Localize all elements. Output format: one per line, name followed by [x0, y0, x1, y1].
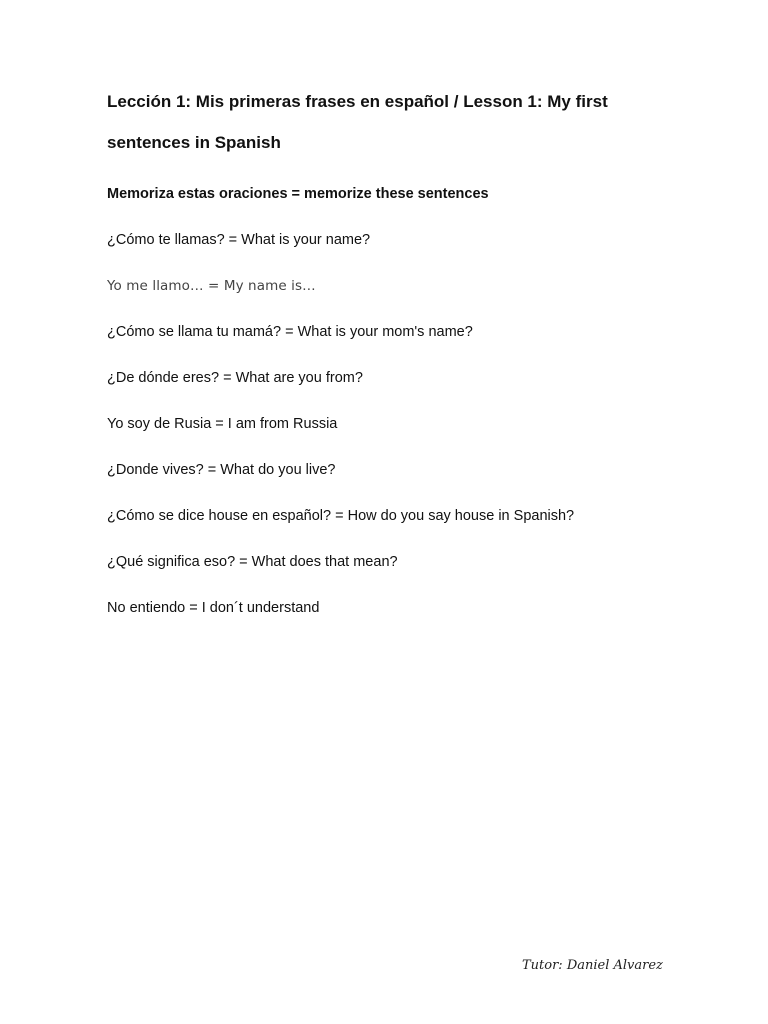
sentence-item: ¿Donde vives? = What do you live? [107, 462, 336, 478]
sentence-item: ¿Cómo te llamas? = What is your name? [107, 232, 371, 248]
sentence-item: No entiendo = I don´t understand [107, 600, 320, 616]
section-heading: Memoriza estas oraciones = memorize these sentences [107, 186, 489, 202]
lesson-title-continued: sentences in Spanish [107, 133, 281, 152]
sentence-item: ¿Qué significa eso? = What does that mean? [107, 554, 398, 570]
sentence-item: Yo soy de Rusia = I am from Russia [107, 416, 338, 432]
tutor-signature: Tutor: Daniel Alvarez [522, 958, 663, 973]
sentence-item: ¿Cómo se llama tu mamá? = What is your mom's name? [107, 324, 473, 340]
sentence-item: ¿Cómo se dice house en español? = How do you say house in Spanish? [107, 508, 575, 524]
sentence-item: Yo me llamo… = My name is… [107, 278, 316, 294]
lesson-title: Lección 1: Mis primeras frases en español / Lesson 1: My first [107, 92, 608, 111]
sentence-item: ¿De dónde eres? = What are you from? [107, 370, 363, 386]
